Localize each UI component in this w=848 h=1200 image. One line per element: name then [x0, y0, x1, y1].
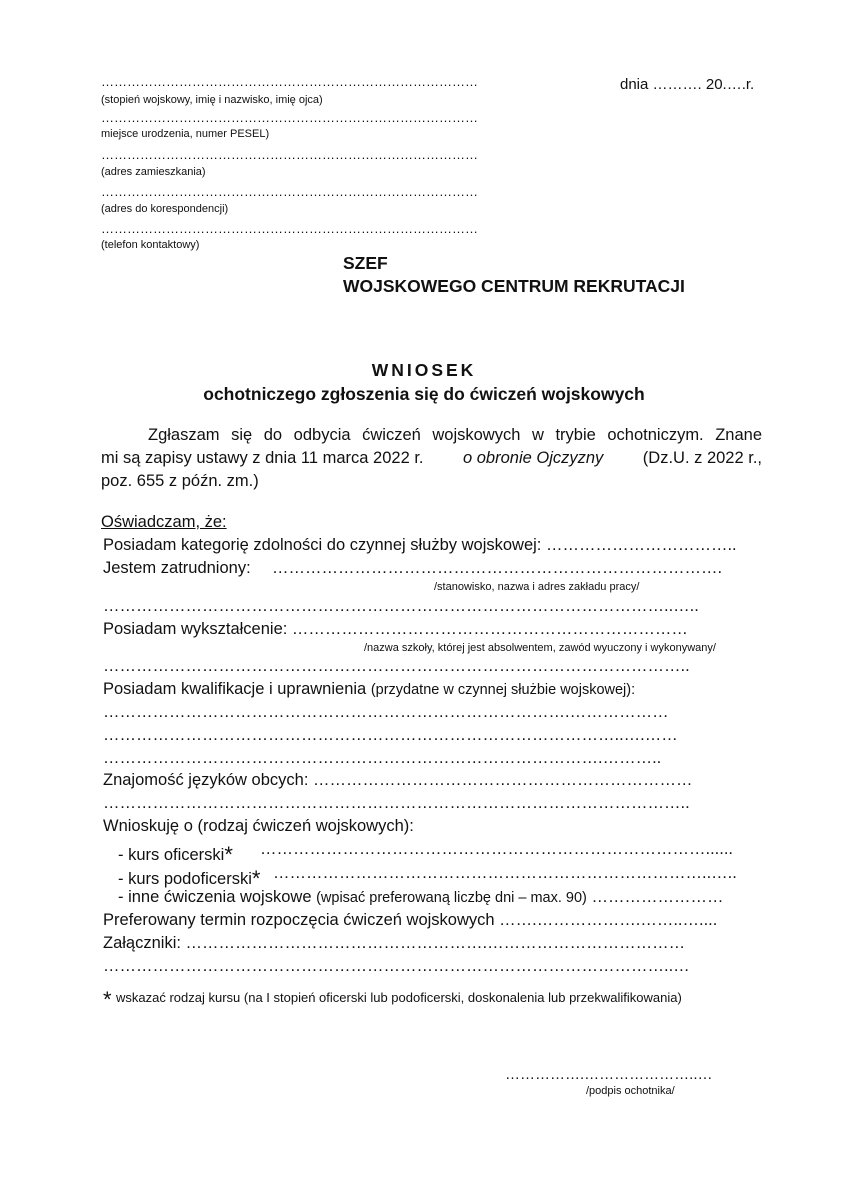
- qualifications-dots-2: …………………………………………………………………………………..….……: [103, 726, 678, 744]
- document-subtitle: ochotniczego zgłoszenia się do ćwiczeń wojskowych: [203, 384, 645, 404]
- officer-course-dots: ………………………………………………………………………......: [260, 840, 734, 858]
- fitness-category-line: Posiadam kategorię zdolności do czynnej służby wojskowej: ……………………………..: [103, 536, 737, 554]
- address-field-caption: (adres zamieszkania): [101, 166, 206, 178]
- attachments-line: Załączniki: ……………………………………………….………………………………: [103, 934, 686, 952]
- request-label: Wnioskuję o (rodzaj ćwiczeń wojskowych):: [103, 817, 414, 835]
- correspondence-field-dots: ……………………………………………………………………………: [101, 184, 478, 199]
- signature-dots: …………….…………………..…: [505, 1066, 713, 1083]
- birthplace-field-caption: miejsce urodzenia, numer PESEL): [101, 128, 270, 140]
- nco-course-label: - kurs podoficerski: [118, 870, 252, 888]
- footnote-asterisk: *: [103, 987, 112, 1012]
- address-field-dots: ……………………………………………………………………………: [101, 147, 478, 162]
- correspondence-field-caption: (adres do korespondencji): [101, 203, 229, 215]
- officer-course-label: - kurs oficerski: [118, 846, 225, 864]
- signature-caption: /podpis ochotnika/: [586, 1085, 675, 1097]
- nco-course-dots: ……………………………………………………………………..…..: [273, 864, 737, 882]
- rank-name-field-dots: ……………………………………………………………………………: [101, 74, 478, 89]
- intro-line2-a: mi są zapisy ustawy z dnia 11 marca 2022 r.: [101, 449, 424, 467]
- intro-line3: poz. 655 z późn. zm.): [101, 472, 259, 490]
- intro-line1: Zgłaszam się do odbycia ćwiczeń wojskowych w trybie ochotniczym. Znane: [148, 426, 762, 444]
- officer-course-asterisk: *: [224, 842, 233, 867]
- qualifications-note: (przydatne w czynnej służbie wojskowej):: [370, 682, 636, 698]
- attachments-dots-line2: …………………………………………………………………………………………..…: [103, 957, 690, 975]
- intro-line2: [101, 449, 762, 468]
- other-exercises-note: (wpisać preferowaną liczbę dni – max. 90): [316, 890, 587, 906]
- phone-field-dots: ……………………………………………………………………………: [101, 221, 478, 236]
- qualifications-line: [103, 680, 635, 699]
- languages-dots-line2: ……………………………………………………………………………………………..: [103, 794, 690, 812]
- addressee-line1: SZEF: [343, 253, 388, 273]
- addressee-line2: WOJSKOWEGO CENTRUM REKRUTACJI: [343, 276, 685, 296]
- education-line: Posiadam wykształcenie: ………………………………………………………………: [103, 620, 688, 638]
- start-term-line: Preferowany termin rozpoczęcia ćwiczeń wojskowych …….……………….……..…....: [103, 911, 718, 929]
- employment-dots-line2: …………………………………………………………………………………………..…..: [103, 597, 699, 615]
- act-title: o obronie Ojczyzny: [462, 449, 604, 467]
- qualifications-label: Posiadam kwalifikacje i uprawnienia: [103, 680, 367, 698]
- nco-course-line: [118, 864, 260, 890]
- other-exercises-line: [118, 888, 723, 907]
- languages-line: Znajomość języków obcych: ……………………………………………………………: [103, 771, 693, 789]
- birthplace-field-dots: ……………………………………………………………………………: [101, 110, 478, 125]
- document-title: WNIOSEK: [371, 360, 477, 380]
- footnote: [103, 982, 682, 1012]
- phone-field-caption: (telefon kontaktowy): [101, 239, 200, 251]
- other-exercises-label: - inne ćwiczenia wojskowe: [118, 888, 312, 906]
- rank-name-field-caption: (stopień wojskowy, imię i nazwisko, imię ojca): [101, 94, 323, 106]
- education-dots-line2: ……………………………………………………………………………………………..: [103, 657, 690, 675]
- employment-dots: ……………………………………………………………………….: [272, 559, 723, 577]
- other-exercises-dots: ……………………: [591, 888, 724, 906]
- intro-line2-b: (Dz.U. z 2022 r.,: [642, 449, 762, 467]
- officer-course-line: [118, 840, 233, 866]
- qualifications-dots-3: ……………………………………………………………………………….………..: [103, 749, 662, 767]
- footnote-text: wskazać rodzaj kursu (na I stopień oficerski lub podoficerski, doskonalenia lub przekwalifikowania): [116, 990, 682, 1005]
- education-caption: /nazwa szkoły, której jest absolwentem, zawód wyuczony i wykonywany/: [364, 642, 716, 654]
- qualifications-dots-1: ………………………………………………………………………….………………: [103, 703, 669, 721]
- declaration-heading: Oświadczam, że:: [101, 513, 227, 531]
- date-line: dnia ………. 20.….r.: [620, 76, 755, 93]
- employment-label: Jestem zatrudniony:: [103, 559, 251, 577]
- employment-caption: /stanowisko, nazwa i adres zakładu pracy/: [434, 581, 640, 593]
- nco-course-asterisk: *: [251, 866, 261, 891]
